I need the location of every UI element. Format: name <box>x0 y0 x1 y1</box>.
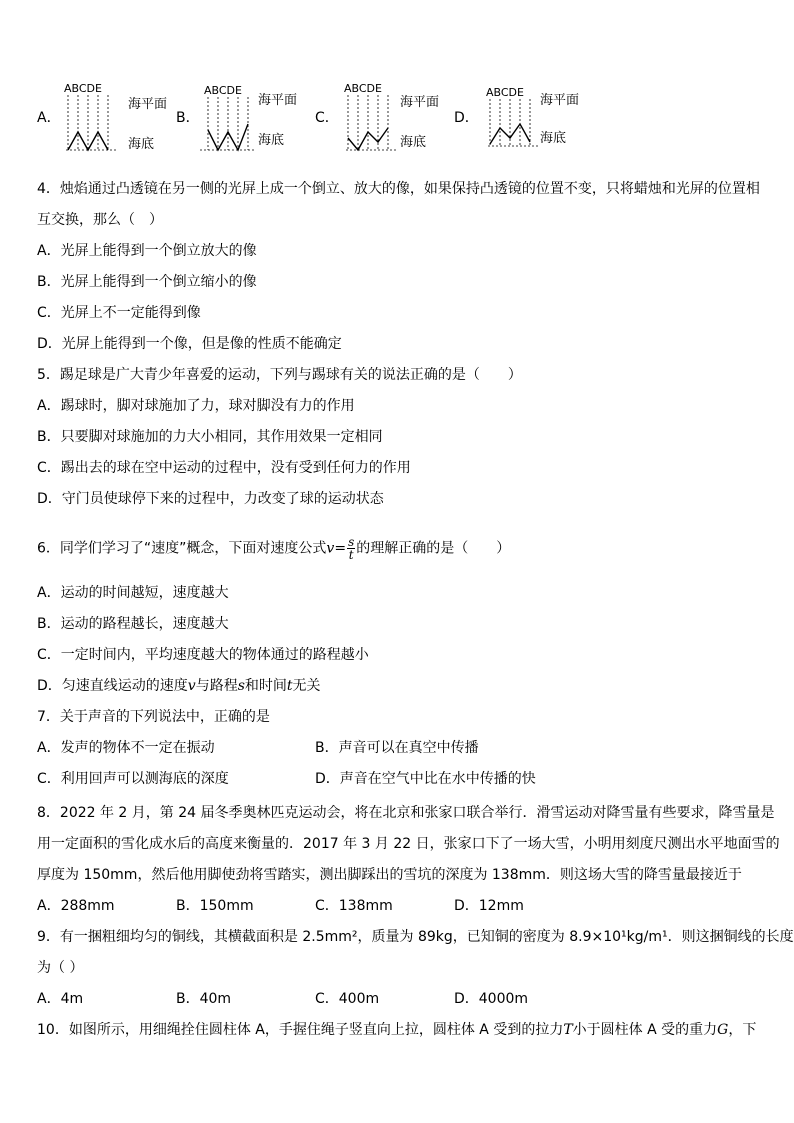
point-labels: ABCDE <box>344 82 382 95</box>
sea-floor-label: 海底 <box>258 133 285 148</box>
q4-stem-line2: 互交换，那么（ ） <box>37 212 163 228</box>
q9-option-c: C．400m <box>315 991 380 1007</box>
formula-denominator: t <box>348 548 354 562</box>
q8-option-c: C．138mm <box>315 898 393 914</box>
point-labels: ABCDE <box>64 82 102 95</box>
q10-line1-part1: 10．如图所示，用细绳拴住圆柱体 A，手握住绳子竖直向上拉，圆柱体 A 受到的拉力 <box>37 1022 564 1038</box>
var-G: G <box>717 1022 729 1038</box>
var-s: s <box>237 678 245 694</box>
q3-diagram-b <box>200 82 320 157</box>
q7-option-b: B．声音可以在真空中传播 <box>315 740 479 756</box>
sea-floor-label: 海底 <box>540 131 567 146</box>
q8-option-b: B．150mm <box>176 898 254 914</box>
q9-option-b: B．40m <box>176 991 232 1007</box>
q5-option-b: B．只要脚对球施加的力大小相同，其作用效果一定相同 <box>37 429 383 445</box>
q4-option-c: C．光屏上不一定能得到像 <box>37 305 201 321</box>
q10-line1 <box>37 1020 756 1040</box>
q6-stem-before: 6．同学们学习了“速度”概念，下面对速度公式 <box>37 540 327 557</box>
q6-option-d-part2: 与路程 <box>195 678 238 694</box>
q6-stem-after: 的理解正确的是（ ） <box>356 540 511 557</box>
q3-option-d-letter: D． <box>454 110 479 126</box>
q8-line3: 厚度为 150mm，然后他用脚使劲将雪踏实，测出脚踩出的雪坑的深度为 138mm．则这场大雪的降雪量最接近于 <box>37 867 742 883</box>
point-labels: ABCDE <box>486 86 524 99</box>
sea-level-label: 海平面 <box>258 93 298 108</box>
q6-option-d-part4: 无关 <box>292 678 321 694</box>
q3-option-c-letter: C． <box>315 110 339 126</box>
q7-option-c: C．利用回声可以测海底的深度 <box>37 771 229 787</box>
q3-diagram-d <box>480 84 600 159</box>
sea-level-label: 海平面 <box>128 97 168 112</box>
q6-option-d-part1: D．匀速直线运动的速度 <box>37 678 188 694</box>
speed-formula-fraction <box>347 536 355 561</box>
var-v: v <box>187 678 196 694</box>
q5-option-d: D．守门员使球停下来的过程中，力改变了球的运动状态 <box>37 491 384 507</box>
sea-floor-label: 海底 <box>128 137 155 152</box>
q5-option-c: C．踢出去的球在空中运动的过程中，没有受到任何力的作用 <box>37 460 411 476</box>
q10-line1-part2: 小于圆柱体 A 受的重力 <box>572 1022 718 1038</box>
q8-option-d: D．12mm <box>454 898 524 914</box>
q9-line1: 9．有一捆粗细均匀的铜线，其横截面积是 2.5mm²，质量为 89kg，已知铜的密度为 8.9×10¹kg/m¹．则这捆铜线的长度 <box>37 929 794 945</box>
q7-option-d: D．声音在空气中比在水中传播的快 <box>315 771 536 787</box>
q6-option-b: B．运动的路程越长，速度越大 <box>37 616 229 632</box>
q4-stem-line1: 4．烛焰通过凸透镜在另一侧的光屏上成一个倒立、放大的像，如果保持凸透镜的位置不变，只将蜡烛和光屏的位置相 <box>37 181 760 197</box>
q3-option-a-letter: A． <box>37 110 61 126</box>
var-T: T <box>563 1022 573 1038</box>
formula-numerator: s <box>348 535 355 549</box>
q6-option-a: A．运动的时间越短，速度越大 <box>37 585 229 601</box>
q8-line2: 用一定面积的雪化成水后的高度来衡量的．2017 年 3 月 22 日，张家口下了一场大雪，小明用刻度尺测出水平地面雪的 <box>37 836 780 852</box>
formula-lhs: v= <box>326 540 347 557</box>
q6-option-c: C．一定时间内，平均速度越大的物体通过的路程越小 <box>37 647 369 663</box>
q5-option-a: A．踢球时，脚对球施加了力，球对脚没有力的作用 <box>37 398 355 414</box>
q9-option-a: A．4m <box>37 991 84 1007</box>
q3-diagram-a <box>60 80 180 155</box>
q6-option-d-part3: 和时间 <box>244 678 287 694</box>
q8-option-a: A．288mm <box>37 898 115 914</box>
sea-floor-label: 海底 <box>400 135 427 150</box>
point-labels: ABCDE <box>204 84 242 97</box>
q5-stem: 5．踢足球是广大青少年喜爱的运动，下列与踢球有关的说法正确的是（ ） <box>37 367 522 383</box>
q4-option-a: A．光屏上能得到一个倒立放大的像 <box>37 243 257 259</box>
q4-option-b: B．光屏上能得到一个倒立缩小的像 <box>37 274 257 290</box>
q3-diagram-c <box>338 80 458 155</box>
sea-level-label: 海平面 <box>540 93 580 108</box>
q6-stem <box>37 536 510 561</box>
q8-line1: 8．2022 年 2 月，第 24 届冬季奥林匹克运动会，将在北京和张家口联合举行．滑雪运动对降雪量有些要求，降雪量是 <box>37 805 775 821</box>
q3-option-b-letter: B． <box>176 110 200 126</box>
q9-line2: 为（ ） <box>37 960 84 976</box>
q10-line1-part3: ，下 <box>728 1022 757 1038</box>
q7-option-a: A．发声的物体不一定在振动 <box>37 740 215 756</box>
q7-stem: 7．关于声音的下列说法中，正确的是 <box>37 709 270 725</box>
q9-option-d: D．4000m <box>454 991 529 1007</box>
var-t: t <box>286 678 293 694</box>
q4-option-d: D．光屏上能得到一个像，但是像的性质不能确定 <box>37 336 342 352</box>
q6-option-d <box>37 676 321 696</box>
sea-level-label: 海平面 <box>400 95 440 110</box>
